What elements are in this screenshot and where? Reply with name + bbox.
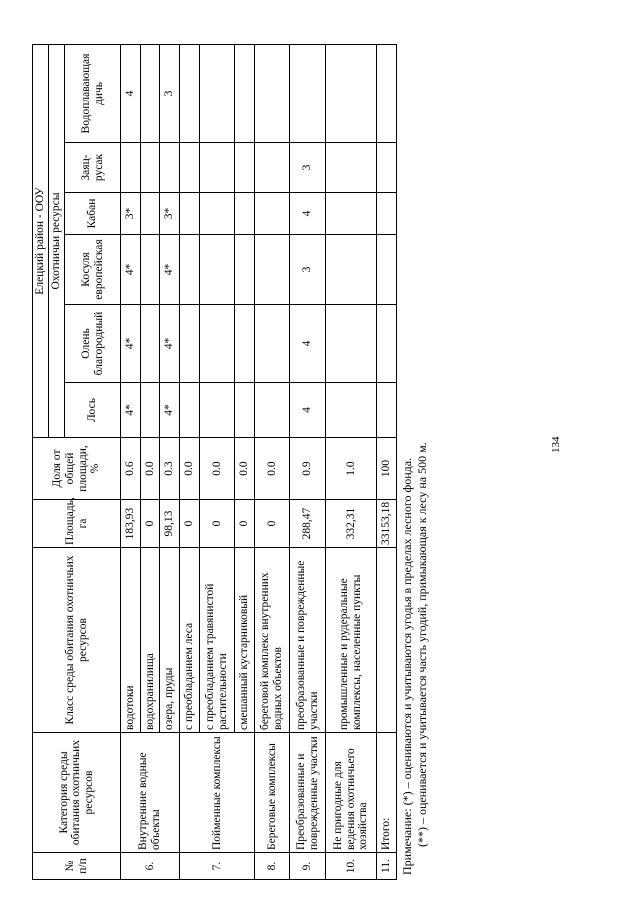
- page-number: 134: [550, 436, 562, 453]
- row-class: с преобладанием леса: [179, 548, 199, 733]
- row-val: [254, 193, 290, 235]
- row-class: [377, 548, 397, 733]
- header-share: Доля от общей площади, %: [33, 438, 121, 500]
- row-val: [377, 383, 397, 438]
- row-val: [179, 235, 199, 305]
- header-class: Класс среды обитания охотничьих ресурсов: [33, 548, 121, 733]
- row-val: 4: [290, 305, 326, 383]
- row-val: [377, 305, 397, 383]
- row-class: промышленные и рудеральные комплексы, населенные пункты: [325, 548, 376, 733]
- row-val: [160, 143, 180, 193]
- row-val: 4*: [121, 383, 141, 438]
- row-val: [179, 143, 199, 193]
- table-row: [290, 45, 326, 880]
- habitat-table: [32, 44, 397, 880]
- row-val: [199, 235, 235, 305]
- footnote-line: Примечание: (*) – оцениваются и учитываются угодья в пределах лесного фонда.: [400, 457, 414, 875]
- row-num: 11.: [377, 853, 397, 880]
- header-species: Кабан: [65, 193, 121, 235]
- row-val: [199, 193, 235, 235]
- row-val: 4*: [160, 235, 180, 305]
- row-val: [235, 45, 255, 143]
- row-share: 0.0: [254, 438, 290, 500]
- table-row: [377, 45, 397, 880]
- header-area: Площадь, га: [33, 500, 121, 548]
- row-share: 100: [377, 438, 397, 500]
- row-share: 0.3: [160, 438, 180, 500]
- row-val: [254, 383, 290, 438]
- header-species: Олень благородный: [65, 305, 121, 383]
- footnote: [400, 442, 430, 875]
- row-val: [325, 45, 376, 143]
- row-val: 3: [290, 235, 326, 305]
- row-val: 3*: [160, 193, 180, 235]
- row-share: 0.0: [179, 438, 199, 500]
- row-class: озера, пруды: [160, 548, 180, 733]
- row-share: 0.0: [140, 438, 160, 500]
- row-val: [325, 193, 376, 235]
- row-val: [325, 383, 376, 438]
- table-row: [254, 45, 290, 880]
- row-area: 183,93: [121, 500, 141, 548]
- row-class: с преобладанием травянистой растительности: [199, 548, 235, 733]
- row-share: 0.0: [199, 438, 235, 500]
- row-category: Не пригодные для ведения охотничьего хозяйства: [325, 733, 376, 853]
- row-val: [254, 305, 290, 383]
- row-val: [254, 235, 290, 305]
- row-val: [199, 305, 235, 383]
- row-val: [140, 235, 160, 305]
- row-val: [325, 305, 376, 383]
- row-val: [199, 45, 235, 143]
- row-val: [179, 193, 199, 235]
- row-val: 3*: [121, 193, 141, 235]
- row-area: 0: [179, 500, 199, 548]
- row-val: [377, 45, 397, 143]
- row-val: [377, 193, 397, 235]
- row-area: 0: [235, 500, 255, 548]
- footnote-line: (**) – оценивается и учитывается часть угодий, примыкающая к лесу на 500 м.: [415, 442, 429, 847]
- row-val: [121, 143, 141, 193]
- row-val: [140, 383, 160, 438]
- row-val: [325, 235, 376, 305]
- row-category: Пойменные комплексы: [179, 733, 254, 853]
- row-share: 1.0: [325, 438, 376, 500]
- row-val: 4: [290, 193, 326, 235]
- header-species: Водоплавающая дичь: [65, 45, 121, 143]
- row-val: [377, 235, 397, 305]
- row-num: 9.: [290, 853, 326, 880]
- header-species: Заяц-русак: [65, 143, 121, 193]
- header-species: Лось: [65, 383, 121, 438]
- row-area: 33153,18: [377, 500, 397, 548]
- row-area: 288,47: [290, 500, 326, 548]
- header-species: Косуля европейская: [65, 235, 121, 305]
- row-val: [235, 305, 255, 383]
- row-share: 0.0: [235, 438, 255, 500]
- row-val: [254, 143, 290, 193]
- row-share: 0.9: [290, 438, 326, 500]
- table-row: [121, 45, 141, 880]
- row-val: [235, 383, 255, 438]
- row-val: [140, 45, 160, 143]
- row-category: Итого:: [377, 733, 397, 853]
- row-val: [377, 143, 397, 193]
- header-resources: Охотничьи ресурсы: [49, 45, 65, 438]
- row-val: [290, 45, 326, 143]
- row-val: [325, 143, 376, 193]
- row-area: 0: [254, 500, 290, 548]
- row-area: 0: [140, 500, 160, 548]
- table-row: [179, 45, 199, 880]
- row-num: 7.: [179, 853, 254, 880]
- row-val: [140, 143, 160, 193]
- header-district: Елецкий район - ООУ: [33, 45, 49, 438]
- row-class: смешанный кустарниковый: [235, 548, 255, 733]
- row-val: 4: [121, 45, 141, 143]
- row-class: водохранилища: [140, 548, 160, 733]
- row-category: Внутренние водные объекты: [121, 733, 180, 853]
- row-val: 4*: [160, 305, 180, 383]
- row-val: [254, 45, 290, 143]
- row-class: водотоки: [121, 548, 141, 733]
- row-category: Береговые комплексы: [254, 733, 290, 853]
- row-val: 4*: [121, 305, 141, 383]
- header-num: № п/п: [33, 853, 121, 880]
- row-area: 332,31: [325, 500, 376, 548]
- row-share: 0.6: [121, 438, 141, 500]
- row-val: [235, 143, 255, 193]
- row-category: Преобразованные и поврежденные участки: [290, 733, 326, 853]
- row-val: [179, 383, 199, 438]
- row-val: [199, 383, 235, 438]
- row-val: [199, 143, 235, 193]
- row-num: 8.: [254, 853, 290, 880]
- row-area: 98,13: [160, 500, 180, 548]
- row-val: 4*: [121, 235, 141, 305]
- row-val: [235, 193, 255, 235]
- row-area: 0: [199, 500, 235, 548]
- row-val: [179, 305, 199, 383]
- table-row: [325, 45, 376, 880]
- row-val: [140, 193, 160, 235]
- row-num: 10.: [325, 853, 376, 880]
- row-val: 3: [160, 45, 180, 143]
- row-val: 3: [290, 143, 326, 193]
- row-val: [179, 45, 199, 143]
- row-class: береговой комплекс внутренних водных объектов: [254, 548, 290, 733]
- row-val: 4*: [160, 383, 180, 438]
- row-class: преобразованные и поврежденные участки: [290, 548, 326, 733]
- row-val: 4: [290, 383, 326, 438]
- row-val: [235, 235, 255, 305]
- header-category: Категория среды обитания охотничьих ресурсов: [33, 733, 121, 853]
- row-num: 6.: [121, 853, 180, 880]
- row-val: [140, 305, 160, 383]
